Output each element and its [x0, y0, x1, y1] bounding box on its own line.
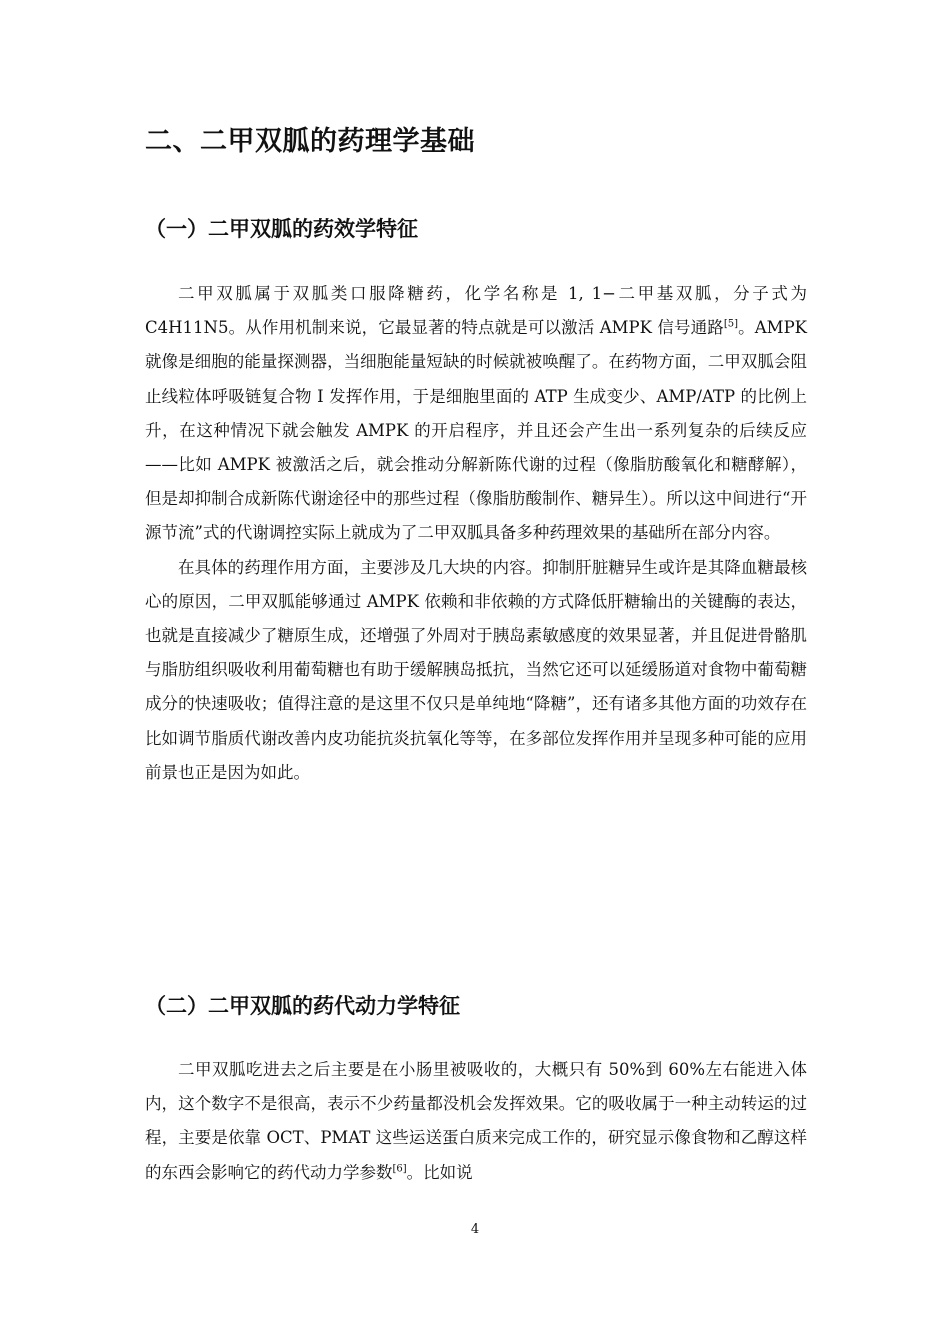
section-title-pharmacokinetics: （二）二甲双胍的药代动力学特征: [145, 994, 460, 1018]
paragraph-text: 二甲双胍吃进去之后主要是在小肠里被吸收的，大概只有 50%到 60%左右能进入体内，这个数字不是很高，表示不少药量都没机会发挥效果。它的吸收属于一种主动转运的过程，主要是依靠 OCT、PMAT 这些运送蛋白质来完成工作的，研究显示像食物和乙醇这样的东西会影响它的药代动力学参数: [145, 1060, 807, 1182]
citation-superscript: [6]: [392, 1163, 407, 1175]
paragraph: 在具体的药理作用方面，主要涉及几大块的内容。抑制肝脏糖异生或许是其降血糖最核心的原因，二甲双胍能够通过 AMPK 依赖和非依赖的方式降低肝糖输出的关键酶的表达，也就是直接减少了糖原生成，还增强了外周对于胰岛素敏感度的效果显著，并且促进骨骼肌与脂肪组织吸收利用葡萄糖也有助于缓解胰岛抵抗，当然它还可以延缓肠道对食物中葡萄糖成分的快速吸收；值得注意的是这里不仅只是单纯地“降糖”，还有诸多其他方面的功效存在比如调节脂质代谢改善内皮功能抗炎抗氧化等等，在多部位发挥作用并呈现多种可能的应用前景也正是因为如此。: [145, 557, 807, 782]
citation-superscript: [5]: [723, 318, 738, 330]
section-title-pharmacodynamics: （一）二甲双胍的药效学特征: [145, 217, 418, 241]
paragraph-text: 。比如说: [406, 1162, 473, 1182]
section-body-pharmacokinetics: [145, 1053, 807, 1190]
paragraph: [145, 277, 807, 551]
section-body-pharmacodynamics: [145, 277, 807, 790]
chapter-title: 二、二甲双胍的药理学基础: [145, 126, 475, 157]
paragraph-text: 二甲双胍属于双胍类口服降糖药，化学名称是 1, 1−二甲基双胍，分子式为 C4H11N5。从作用机制来说，它最显著的特点就是可以激活 AMPK 信号通路: [145, 284, 807, 338]
page-number: 4: [470, 1222, 480, 1237]
paragraph: [145, 1053, 807, 1190]
paragraph-text: 。AMPK 就像是细胞的能量探测器，当细胞能量短缺的时候就被唤醒了。在药物方面，二甲双胍会阻止线粒体呼吸链复合物 Ⅰ 发挥作用，于是细胞里面的 ATP 生成变少、AMP/ATP 的比例上升，在这种情况下就会触发 AMPK 的开启程序，并且还会产生出一系列复杂的后续反应——比如 AMPK 被激活之后，就会推动分解新陈代谢的过程（像脂肪酸氧化和糖酵解），但是却抑制合成新陈代谢途径中的那些过程（像脂肪酸制作、糖异生）。所以这中间进行“开源节流”式的代谢调控实际上就成为了二甲双胍具备多种药理效果的基础所在部分内容。: [145, 318, 807, 543]
